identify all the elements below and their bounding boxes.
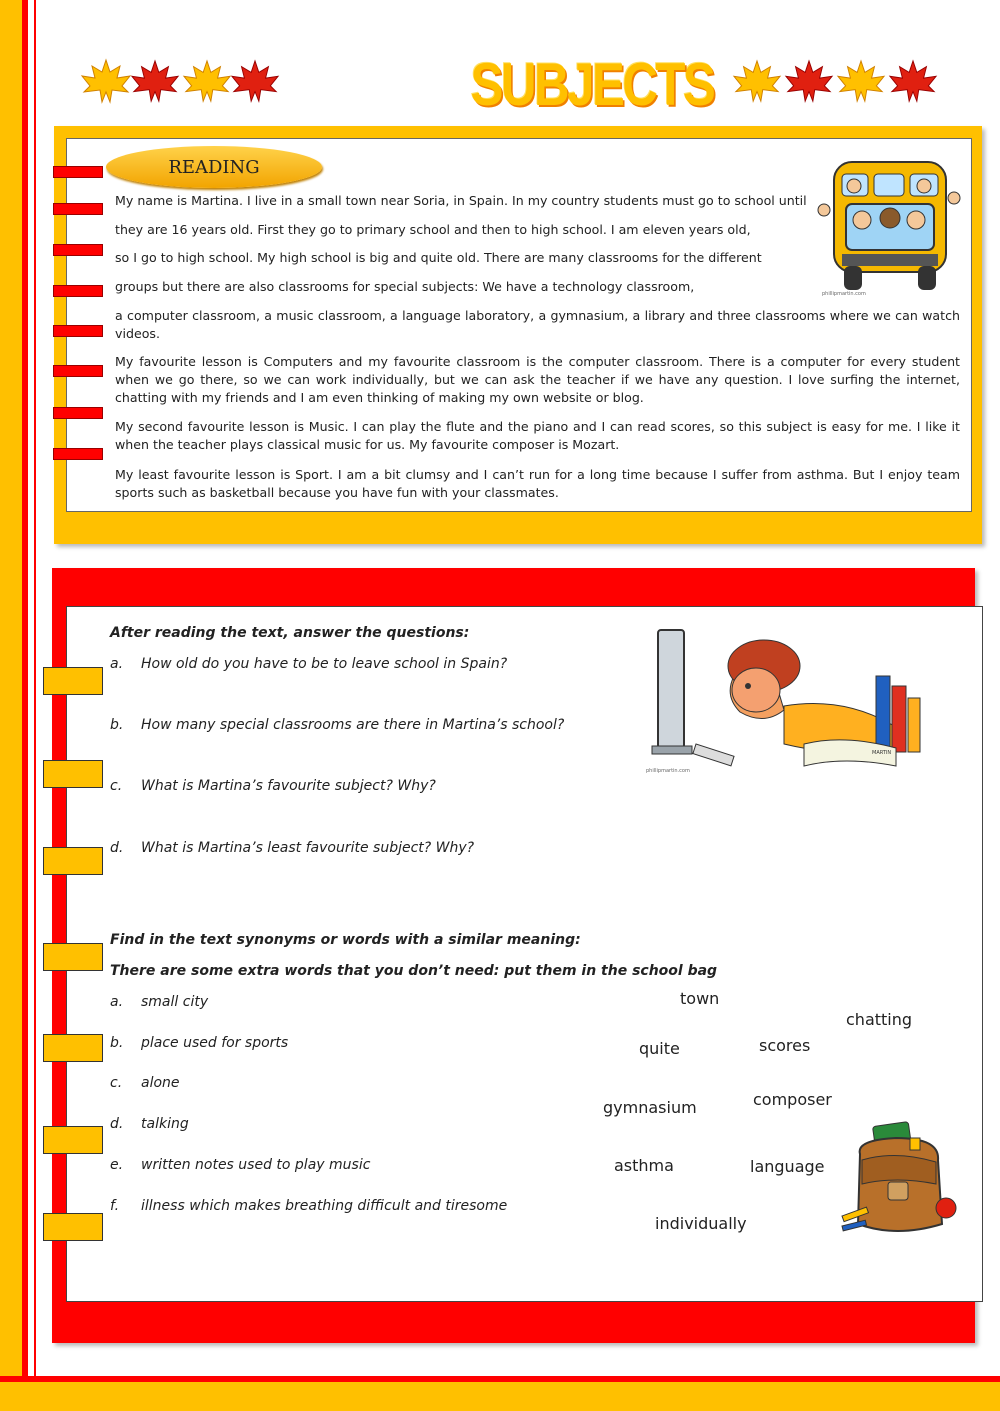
reading-paragraph: My favourite lesson is Computers and my favourite classroom is the computer classroom. There is a computer for every student when we go there, so we can work individually, but we can ask the teacher if we have any question. I love surfing the internet, chatting with my friends and I am even thinking of making my own website or blog.	[115, 354, 960, 405]
binder-tab	[53, 325, 103, 337]
binder-tab	[43, 943, 103, 971]
binder-tab	[53, 244, 103, 256]
synonym-clue: written notes used to play music	[141, 1157, 371, 1173]
synonym-letter: b.	[110, 1035, 124, 1051]
maple-leaf-icon	[732, 58, 782, 106]
title-banner	[80, 46, 960, 122]
binder-tab	[43, 1034, 103, 1062]
question-letter: c.	[110, 778, 123, 794]
maple-leaf-icon	[784, 58, 834, 106]
synonyms-subheading: There are some extra words that you don’t need: put them in the school bag	[110, 963, 718, 979]
maple-leaf-icon	[230, 58, 280, 106]
page-title: SUBJECTS	[470, 51, 714, 118]
reading-label: READING	[106, 146, 322, 188]
reading-paragraph: My second favourite lesson is Music. I can play the flute and the piano and I can read scores, so this subject is easy for me. I like it when the teacher plays classical music for us. My favourite composer is Mozart.	[115, 419, 960, 452]
binder-tab	[53, 203, 103, 215]
word-bank-item: scores	[759, 1036, 811, 1055]
left-border-line	[34, 0, 36, 1378]
school-bag-illustration	[836, 1120, 960, 1244]
maple-leaf-icon	[836, 58, 886, 106]
reading-paragraph: a computer classroom, a music classroom, a language laboratory, a gymnasium, a library and three classrooms where we can watch videos.	[115, 308, 960, 341]
school-bus-illustration	[816, 150, 962, 300]
synonym-clue: talking	[141, 1116, 189, 1132]
word-bank-item: gymnasium	[603, 1098, 697, 1117]
question-letter: b.	[110, 717, 124, 733]
word-bank-item: composer	[753, 1090, 832, 1109]
synonym-letter: e.	[110, 1157, 124, 1173]
reading-line: they are 16 years old. First they go to primary school and then to high school. I am eleven years old,	[115, 222, 751, 237]
question-text: How many special classrooms are there in Martina’s school?	[141, 717, 565, 733]
bottom-border-yellow	[0, 1382, 1000, 1411]
synonym-clue: small city	[141, 994, 209, 1010]
question-letter: a.	[110, 656, 124, 672]
questions-heading: After reading the text, answer the questions:	[110, 625, 470, 641]
left-border-red	[22, 0, 28, 1411]
binder-tab	[53, 166, 103, 178]
word-bank-item: town	[680, 989, 720, 1008]
reading-paragraph: My least favourite lesson is Sport. I am a bit clumsy and I can’t run for a long time because I suffer from asthma. But I enjoy team sports such as basketball because you have fun with your classmates.	[115, 467, 960, 500]
synonyms-heading: Find in the text synonyms or words with a similar meaning:	[110, 932, 581, 948]
girl-computer-illustration	[644, 626, 924, 776]
reading-line: so I go to high school. My high school is big and quite old. There are many classrooms for the different	[115, 250, 762, 265]
question-text: What is Martina’s favourite subject? Why?	[141, 778, 436, 794]
synonym-letter: a.	[110, 994, 124, 1010]
word-bank-item: chatting	[846, 1010, 913, 1029]
binder-tab	[43, 1213, 103, 1241]
binder-tab	[53, 407, 103, 419]
bus-credit: phillipmartin.com	[822, 291, 866, 297]
binder-tab	[43, 760, 103, 788]
maple-leaf-icon	[888, 58, 938, 106]
left-border-yellow	[0, 0, 22, 1411]
synonym-clue: illness which makes breathing difficult and tiresome	[141, 1198, 508, 1214]
synonym-clue: alone	[141, 1075, 180, 1091]
computer-credit: phillipmartin.com	[646, 768, 690, 774]
binder-tab	[43, 1126, 103, 1154]
binder-tab	[53, 448, 103, 460]
maple-leaf-icon	[80, 58, 132, 106]
binder-tab	[43, 847, 103, 875]
question-text: What is Martina’s least favourite subject? Why?	[141, 840, 475, 856]
synonym-letter: c.	[110, 1075, 123, 1091]
binder-tab	[53, 285, 103, 297]
binder-tab	[43, 667, 103, 695]
word-bank-item: asthma	[614, 1156, 674, 1175]
reading-line: My name is Martina. I live in a small town near Soria, in Spain. In my country students must go to school until	[115, 193, 807, 208]
reading-line: groups but there are also classrooms for special subjects: We have a technology classroom,	[115, 279, 695, 294]
question-text: How old do you have to be to leave school in Spain?	[141, 656, 508, 672]
word-bank-item: quite	[639, 1039, 680, 1058]
book-label: MARTIN	[872, 750, 892, 756]
maple-leaf-icon	[130, 58, 180, 106]
question-letter: d.	[110, 840, 124, 856]
binder-tab	[53, 365, 103, 377]
maple-leaf-icon	[182, 58, 232, 106]
synonym-clue: place used for sports	[141, 1035, 289, 1051]
word-bank-item: individually	[655, 1214, 747, 1233]
synonym-letter: f.	[110, 1198, 120, 1214]
synonym-letter: d.	[110, 1116, 124, 1132]
word-bank-item: language	[750, 1157, 825, 1176]
